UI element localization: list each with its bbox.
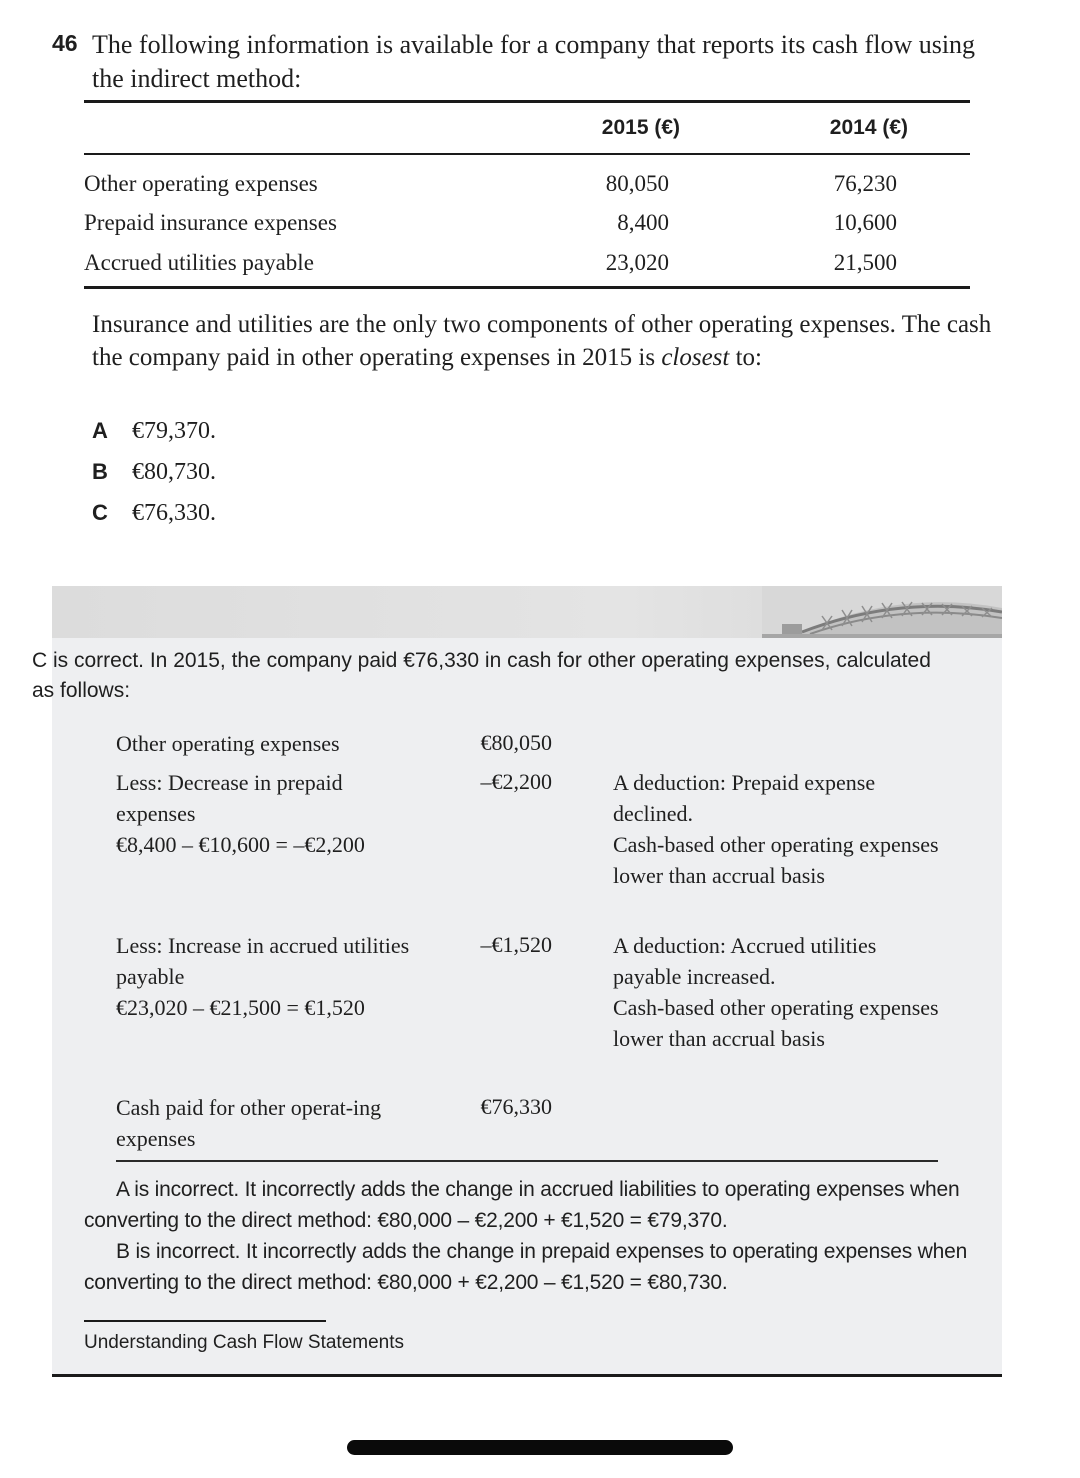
work-note: A deduction: Accrued utilities payable increased. Cash-based other operating expenses lower than accrual basis [613,933,939,1051]
table-header-2014: 2014 (€) [829,116,908,139]
explanation-b: B is incorrect. It incorrectly adds the change in prepaid expenses to operating expenses when converting to the direct method: €80,000 + €2,200 – €1,520 = €80,730. [84,1240,968,1294]
table-cell-2015: 8,400 [617,210,669,235]
solution-lead: C is correct. In 2015, the company paid €76,330 in cash for other operating expenses, calculated as follows: [32,649,931,702]
option-a[interactable] [92,418,216,445]
option-letter: C [92,500,108,525]
option-b[interactable] [92,459,216,486]
option-text: €80,730. [132,459,216,485]
work-note: A deduction: Prepaid expense declined. Cash-based other operating expenses lower than accrual basis [613,770,939,888]
bridge-icon [762,586,1002,638]
explanation-a: A is incorrect. It incorrectly adds the change in accrued liabilities to operating expenses when converting to the direct method: €80,000 – €2,200 + €1,520 = €79,370. [84,1178,960,1232]
work-calc: €8,400 – €10,600 = –€2,200 [116,832,365,857]
emphasis-closest: closest [661,344,730,371]
table-header-rule [84,153,970,155]
work-label: Cash paid for other operat-ing expenses [116,1095,382,1151]
table-row-label: Accrued utilities payable [84,250,314,275]
table-header-2015: 2015 (€) [601,116,680,139]
work-value: –€2,200 [480,769,552,794]
home-indicator[interactable] [347,1440,733,1455]
table-row-label: Prepaid insurance expenses [84,210,337,235]
footer-title: Understanding Cash Flow Statements [84,1332,404,1353]
work-value: €76,330 [480,1094,552,1119]
bottom-rule [52,1374,1002,1377]
table-cell-2015: 23,020 [605,250,669,275]
option-text: €79,370. [132,418,216,444]
table-cell-2014: 76,230 [833,171,897,196]
table-cell-2014: 21,500 [833,250,897,275]
solution-header-band [52,586,1002,638]
option-letter: A [92,418,108,443]
work-calc: €23,020 – €21,500 = €1,520 [116,995,365,1020]
question-followup: Insurance and utilities are the only two components of other operating expenses. The cash the company paid in other operating expenses in 2015 is closest to: [92,311,992,371]
work-label: Other operating expenses [116,731,340,756]
table-top-rule [84,100,970,103]
solution-divider [116,1160,938,1162]
table-cell-2015: 80,050 [605,171,669,196]
question-number: 46 [52,30,78,56]
table-row-label: Other operating expenses [84,171,318,196]
table-bottom-rule [84,286,970,289]
option-text: €76,330. [132,500,216,526]
question-stem: The following information is available for a company that reports its cash flow using the indirect method: [92,30,976,93]
work-label: Less: Increase in accrued utilities payable €23,020 – €21,500 = €1,520 [116,930,416,1023]
table-cell-2014: 10,600 [833,210,897,235]
footer-rule [84,1320,326,1322]
option-letter: B [92,459,108,484]
option-c[interactable] [92,500,216,527]
work-value: –€1,520 [480,932,552,957]
work-label: Less: Decrease in prepaid expenses €8,400 – €10,600 = –€2,200 [116,767,416,860]
work-value: €80,050 [480,730,552,755]
